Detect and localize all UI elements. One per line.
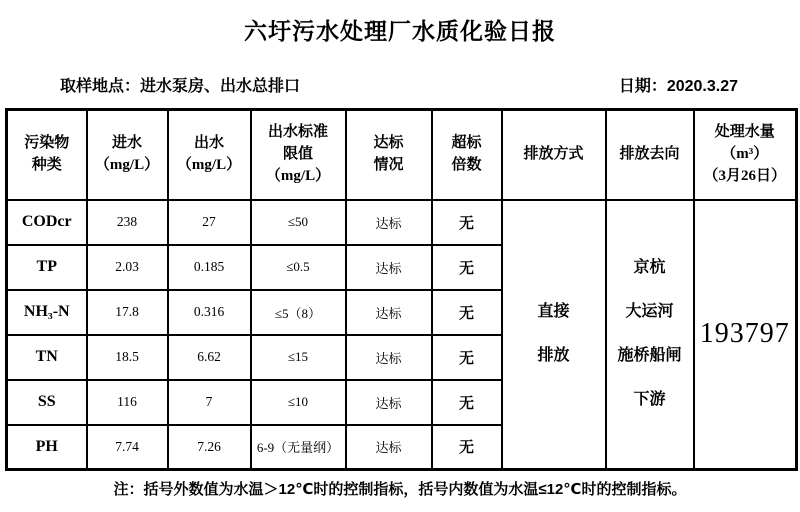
- limit-value-cell: 6-9（无量纲）: [251, 425, 346, 470]
- effluent-value-cell: 7.26: [168, 425, 251, 470]
- exceed-multiple-cell: 无: [432, 380, 502, 425]
- compliance-status-cell: 达标: [346, 200, 432, 245]
- header-row: [7, 110, 797, 200]
- header-influent: 进水 （mg/L）: [87, 110, 168, 200]
- header-effluent-limit: 出水标准 限值 （mg/L）: [251, 110, 346, 200]
- exceed-multiple-cell: 无: [432, 290, 502, 335]
- header-compliance: 达标 情况: [346, 110, 432, 200]
- pollutant-name-cell: PH: [7, 425, 87, 470]
- effluent-value-cell: 7: [168, 380, 251, 425]
- table-row: [7, 200, 797, 245]
- pollutant-name-cell: SS: [7, 380, 87, 425]
- exceed-multiple-cell: 无: [432, 245, 502, 290]
- pollutant-name-cell: TP: [7, 245, 87, 290]
- influent-value-cell: 116: [87, 380, 168, 425]
- compliance-status-cell: 达标: [346, 425, 432, 470]
- pollutant-name-cell: NH₃-N: [7, 290, 87, 335]
- influent-value-cell: 17.8: [87, 290, 168, 335]
- header-treated-volume: 处理水量 （m³） （3月26日）: [694, 110, 797, 200]
- influent-value-cell: 2.03: [87, 245, 168, 290]
- page-title: 六圩污水处理厂水质化验日报: [244, 18, 556, 44]
- influent-value-cell: 7.74: [87, 425, 168, 470]
- influent-value-cell: 238: [87, 200, 168, 245]
- treated-volume-cell: 193797: [694, 200, 797, 470]
- limit-value-cell: ≤50: [251, 200, 346, 245]
- discharge-method-cell: 直接 排放: [502, 200, 606, 470]
- pollutant-name-cell: TN: [7, 335, 87, 380]
- exceed-multiple-cell: 无: [432, 335, 502, 380]
- sampling-location: 取样地点：进水泵房、出水总排口: [60, 78, 301, 95]
- header-exceed-multiple: 超标 倍数: [432, 110, 502, 200]
- influent-value-cell: 18.5: [87, 335, 168, 380]
- footnote: 注：括号外数值为水温＞12℃时的控制指标，括号内数值为水温≤12℃时的控制指标。: [113, 481, 687, 498]
- exceed-multiple-cell: 无: [432, 200, 502, 245]
- compliance-status-cell: 达标: [346, 290, 432, 335]
- effluent-value-cell: 27: [168, 200, 251, 245]
- limit-value-cell: ≤0.5: [251, 245, 346, 290]
- compliance-status-cell: 达标: [346, 380, 432, 425]
- limit-value-cell: ≤15: [251, 335, 346, 380]
- header-discharge-method: 排放方式: [502, 110, 606, 200]
- limit-value-cell: ≤5（8）: [251, 290, 346, 335]
- header-pollutant-type: 污染物 种类: [7, 110, 87, 200]
- compliance-status-cell: 达标: [346, 245, 432, 290]
- limit-value-cell: ≤10: [251, 380, 346, 425]
- effluent-value-cell: 0.185: [168, 245, 251, 290]
- effluent-value-cell: 0.316: [168, 290, 251, 335]
- effluent-value-cell: 6.62: [168, 335, 251, 380]
- header-discharge-destination: 排放去向: [606, 110, 694, 200]
- water-quality-table: [5, 108, 798, 471]
- exceed-multiple-cell: 无: [432, 425, 502, 470]
- compliance-status-cell: 达标: [346, 335, 432, 380]
- report-date: 日期：2020.3.27: [618, 78, 738, 95]
- discharge-destination-cell: 京杭 大运河 施桥船闸 下游: [606, 200, 694, 470]
- info-row: [60, 73, 738, 96]
- pollutant-name-cell: CODcr: [7, 200, 87, 245]
- header-effluent: 出水 （mg/L）: [168, 110, 251, 200]
